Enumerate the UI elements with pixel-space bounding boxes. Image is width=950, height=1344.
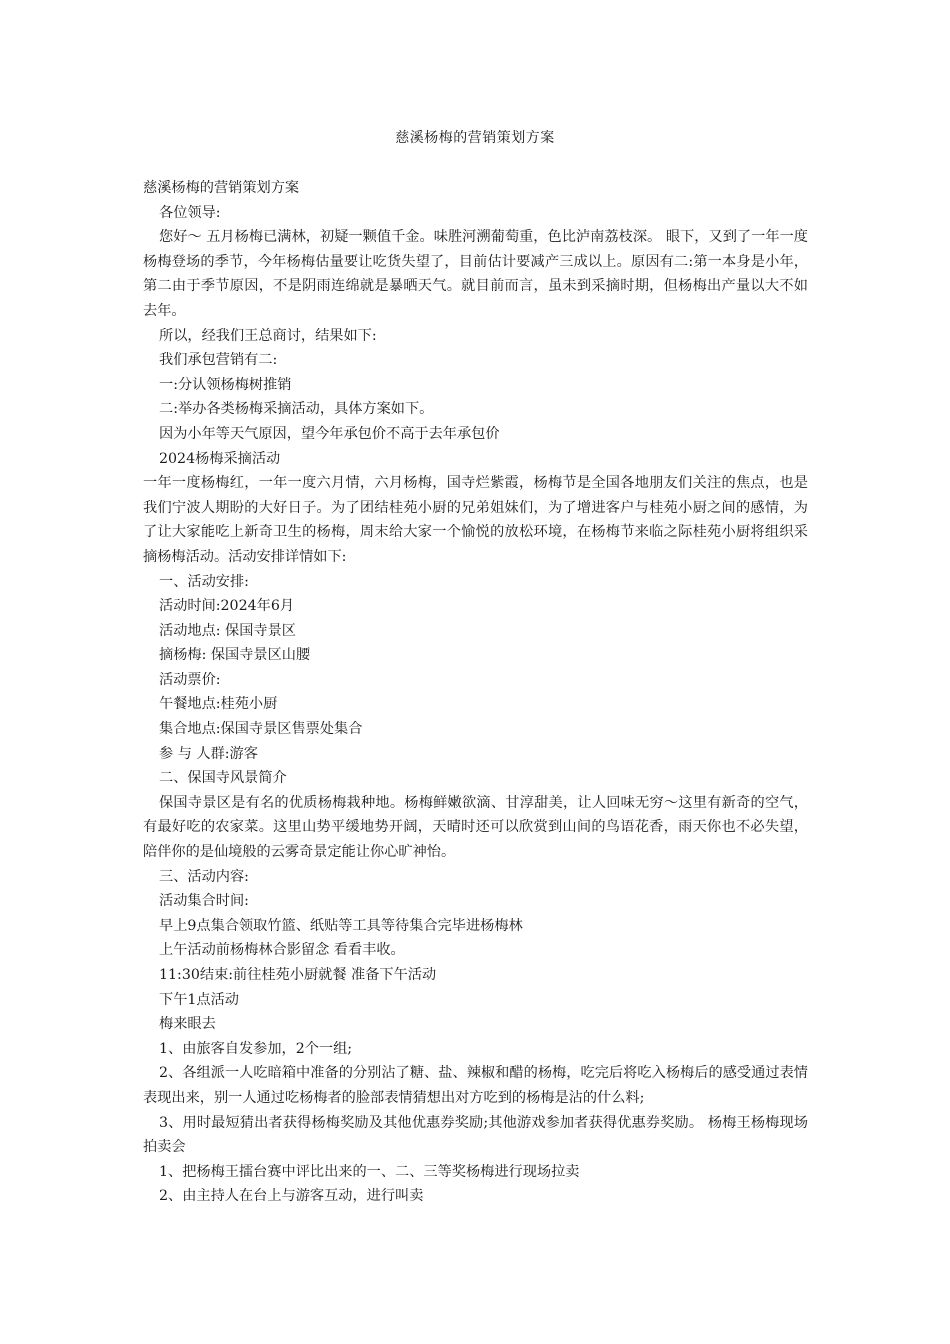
paragraph: 三、活动内容: — [159, 868, 249, 885]
paragraph: 二:举办各类杨梅采摘活动，具体方案如下。 — [159, 401, 434, 418]
paragraph: 1、把杨梅王擂台赛中评比出来的一、二、三等奖杨梅进行现场拉卖 — [159, 1163, 580, 1180]
paragraph: 活动地点: 保国寺景区 — [159, 622, 296, 639]
paragraph: 3、用时最短猜出者获得杨梅奖励及其他优惠券奖励;其他游戏参加者获得优惠券奖励。 杨梅王杨梅现场拍卖会 — [143, 1114, 808, 1156]
paragraph: 集合地点:保国寺景区售票处集合 — [159, 721, 363, 738]
paragraph: 因为小年等天气原因，望今年承包价不高于去年承包价 — [159, 425, 500, 442]
paragraph: 一、活动安排: — [159, 573, 249, 590]
paragraph: 2、各组派一人吃暗箱中准备的分别沾了糖、盐、辣椒和醋的杨梅，吃完后将吃入杨梅后的感受通过表情表现出来，别一人通过吃杨梅者的脸部表情猜想出对方吃到的杨梅是沾的什么料; — [143, 1065, 808, 1106]
paragraph: 上午活动前杨梅林合影留念 看看丰收。 — [159, 942, 405, 959]
paragraph: 1、由旅客自发参加，2个一组; — [159, 1040, 353, 1057]
paragraph: 您好～ 五月杨梅已满林，初疑一颗值千金。味胜河溯葡萄重，色比泸南荔枝深。 眼下，又到了一年一度杨梅登场的季节，今年杨梅估量要让吃货失望了，目前估计要减产三成以上。原因有二:第一本身是小年，第二由于季节原因，不是阴雨连绵就是暴晒天气。就目前而言，虽未到采摘时期，但杨梅出产量以大不如去年。 — [143, 229, 808, 319]
paragraph: 午餐地点:桂苑小厨 — [159, 696, 278, 713]
paragraph: 活动时间:2024年6月 — [159, 598, 295, 615]
paragraph: 一年一度杨梅红，一年一度六月情，六月杨梅，国寺烂紫霞，杨梅节是全国各地朋友们关注的焦点，也是我们宁波人期盼的大好日子。为了团结桂苑小厨的兄弟姐妹们，为了增进客户与桂苑小厨之间的感情，为了让大家能吃上新奇卫生的杨梅，周末给大家一个愉悦的放松环境，在杨梅节来临之际桂苑小厨将组织采摘杨梅活动。活动安排详情如下: — [143, 475, 808, 565]
paragraph: 慈溪杨梅的营销策划方案 — [143, 180, 300, 196]
paragraph: 二、保国寺风景简介 — [159, 770, 287, 787]
paragraph: 活动票价: — [159, 671, 221, 688]
paragraph: 2024杨梅采摘活动 — [159, 450, 281, 467]
paragraph: 活动集合时间: — [159, 893, 249, 910]
paragraph: 我们承包营销有二: — [159, 352, 278, 369]
paragraph: 一:分认领杨梅树推销 — [159, 376, 292, 393]
document-body — [143, 176, 808, 1209]
paragraph: 下午1点活动 — [159, 991, 239, 1008]
paragraph: 2、由主持人在台上与游客互动，进行叫卖 — [159, 1188, 424, 1205]
paragraph: 早上9点集合领取竹篮、纸贴等工具等待集合完毕进杨梅林 — [159, 917, 523, 934]
paragraph: 摘杨梅: 保国寺景区山腰 — [159, 647, 311, 664]
paragraph: 所以，经我们王总商讨，结果如下: — [159, 327, 377, 344]
paragraph: 参 与 人群:游客 — [159, 745, 258, 762]
paragraph: 各位领导: — [159, 204, 221, 221]
paragraph: 梅来眼去 — [159, 1016, 216, 1033]
paragraph: 11:30结束:前往桂苑小厨就餐 准备下午活动 — [159, 967, 437, 983]
paragraph: 保国寺景区是有名的优质杨梅栽种地。杨梅鲜嫩欲滴、甘淳甜美，让人回味无穷～这里有新奇的空气，有最好吃的农家菜。这里山势平缓地势开阔，天晴时还可以欣赏到山间的鸟语花香，雨天你也不必失望，陪伴你的是仙境般的云雾奇景定能让你心旷神怡。 — [143, 794, 808, 861]
document-title: 慈溪杨梅的营销策划方案 — [395, 130, 555, 146]
